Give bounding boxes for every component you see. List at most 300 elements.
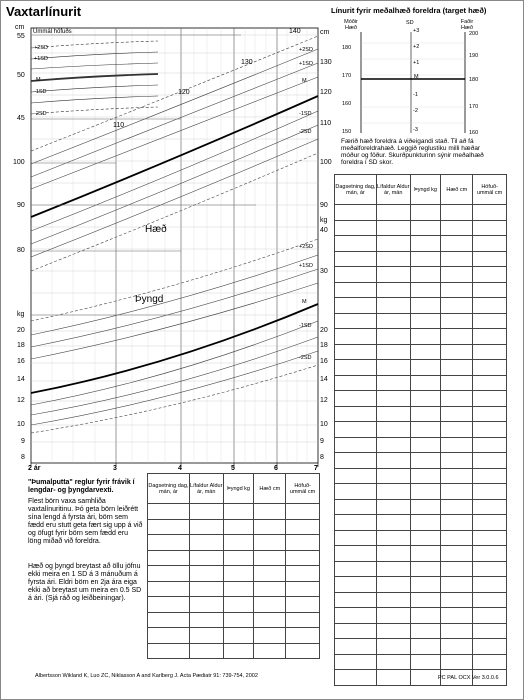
table-cell[interactable] xyxy=(376,484,410,500)
col-height-r: Hæð cm xyxy=(441,175,473,205)
target-right-160: 160 xyxy=(469,130,479,136)
table-cell[interactable] xyxy=(376,391,410,407)
table-cell[interactable] xyxy=(410,639,441,655)
col-age-r: Lífaldur Aldur ár, mán xyxy=(376,175,410,205)
right-kg-10: 10 xyxy=(320,421,328,428)
table-cell[interactable] xyxy=(148,519,190,535)
table-cell[interactable] xyxy=(376,282,410,298)
table-cell[interactable] xyxy=(376,639,410,655)
table-cell[interactable] xyxy=(441,437,473,453)
table-cell[interactable] xyxy=(410,623,441,639)
table-cell[interactable] xyxy=(441,236,473,252)
table-cell[interactable] xyxy=(286,535,320,551)
left-cm-80: 80 xyxy=(17,247,25,254)
table-cell[interactable] xyxy=(473,298,507,314)
table-cell[interactable] xyxy=(335,220,377,236)
table-cell[interactable] xyxy=(335,623,377,639)
table-cell[interactable] xyxy=(473,499,507,515)
table-cell[interactable] xyxy=(335,282,377,298)
head-sd-minus2: -2SD xyxy=(34,111,47,117)
table-cell[interactable] xyxy=(335,484,377,500)
table-cell[interactable] xyxy=(376,298,410,314)
left-kg-unit: kg xyxy=(17,311,25,318)
table-cell[interactable] xyxy=(335,437,377,453)
table-cell[interactable] xyxy=(473,639,507,655)
table-row xyxy=(335,623,507,639)
table-row xyxy=(148,550,320,566)
table-cell[interactable] xyxy=(473,453,507,469)
table-cell[interactable] xyxy=(335,592,377,608)
table-cell[interactable] xyxy=(473,236,507,252)
target-right-200: 200 xyxy=(469,31,479,37)
table-row xyxy=(335,468,507,484)
table-row xyxy=(148,535,320,551)
table-cell[interactable] xyxy=(376,236,410,252)
table-cell[interactable] xyxy=(473,577,507,593)
table-row xyxy=(335,282,507,298)
table-cell[interactable] xyxy=(376,406,410,422)
table-cell[interactable] xyxy=(473,313,507,329)
table-cell[interactable] xyxy=(335,561,377,577)
table-cell[interactable] xyxy=(441,592,473,608)
left-kg-10: 10 xyxy=(17,421,25,428)
target-mother-header: Móðir Hæð xyxy=(344,19,358,31)
table-cell[interactable] xyxy=(254,535,286,551)
left-kg-12: 12 xyxy=(17,397,25,404)
right-cm-130: 130 xyxy=(320,59,332,66)
table-cell[interactable] xyxy=(410,453,441,469)
table-cell[interactable] xyxy=(441,561,473,577)
x-tick-4: 4 xyxy=(178,465,182,472)
left-cm-55: 55 xyxy=(17,33,25,40)
table-cell[interactable] xyxy=(473,282,507,298)
table-cell[interactable] xyxy=(335,360,377,376)
table-cell[interactable] xyxy=(148,550,190,566)
right-kg-20: 20 xyxy=(320,327,328,334)
table-cell[interactable] xyxy=(473,484,507,500)
table-row xyxy=(335,360,507,376)
table-cell[interactable] xyxy=(148,628,190,644)
table-cell[interactable] xyxy=(473,608,507,624)
col-height-b: Hæð cm xyxy=(254,474,286,504)
left-cm-45: 45 xyxy=(17,115,25,122)
table-row xyxy=(148,581,320,597)
table-cell[interactable] xyxy=(376,329,410,345)
col-head-b: Höfuð-ummál cm xyxy=(286,474,320,504)
table-cell[interactable] xyxy=(254,566,286,582)
left-cm-90: 90 xyxy=(17,202,25,209)
table-cell[interactable] xyxy=(410,236,441,252)
rules-title: "Þumalputta" reglur fyrir frávik í lengdar- og þyngdarvexti. xyxy=(28,479,135,494)
footer-reference: Albertsson Wikland K, Luo ZC, Niklasson A and Karlberg J. Acta Pædiatr 91: 739-754, 2002 xyxy=(35,673,258,679)
table-cell[interactable] xyxy=(441,391,473,407)
table-row xyxy=(148,643,320,659)
table-cell[interactable] xyxy=(441,329,473,345)
col-weight-r: Þyngd kg xyxy=(410,175,441,205)
table-row xyxy=(148,566,320,582)
weight-curves xyxy=(31,239,318,433)
table-cell[interactable] xyxy=(441,654,473,670)
table-cell[interactable] xyxy=(441,251,473,267)
table-cell[interactable] xyxy=(376,422,410,438)
table-cell[interactable] xyxy=(376,205,410,221)
table-row xyxy=(335,437,507,453)
target-sd-minus3: -3 xyxy=(413,127,418,133)
table-cell[interactable] xyxy=(189,566,223,582)
table-cell[interactable] xyxy=(335,267,377,283)
table-cell[interactable] xyxy=(335,313,377,329)
table-cell[interactable] xyxy=(335,251,377,267)
table-cell[interactable] xyxy=(441,344,473,360)
table-cell[interactable] xyxy=(376,251,410,267)
table-cell[interactable] xyxy=(410,484,441,500)
height-curves xyxy=(31,36,318,271)
table-cell[interactable] xyxy=(335,670,377,686)
height-sd-minus2: -2SD xyxy=(299,129,312,135)
table-cell[interactable] xyxy=(148,566,190,582)
table-cell[interactable] xyxy=(335,205,377,221)
right-kg-unit: kg xyxy=(320,217,328,224)
right-cm-120: 120 xyxy=(320,89,332,96)
table-cell[interactable] xyxy=(441,360,473,376)
table-cell[interactable] xyxy=(410,205,441,221)
target-height-chart xyxy=(331,19,491,139)
table-cell[interactable] xyxy=(376,670,410,686)
table-cell[interactable] xyxy=(286,566,320,582)
table-cell[interactable] xyxy=(410,468,441,484)
table-cell[interactable] xyxy=(286,504,320,520)
table-cell[interactable] xyxy=(441,406,473,422)
table-cell[interactable] xyxy=(148,643,190,659)
right-kg-9: 9 xyxy=(320,438,324,445)
table-row xyxy=(335,251,507,267)
target-sd-plus1: +1 xyxy=(413,60,420,66)
table-cell[interactable] xyxy=(473,251,507,267)
height-sd-minus1: -1SD xyxy=(299,111,312,117)
head-sd-plus2: +2SD xyxy=(34,45,48,51)
table-cell[interactable] xyxy=(254,550,286,566)
target-sd-minus1: -1 xyxy=(413,92,418,98)
table-cell[interactable] xyxy=(410,375,441,391)
table-cell[interactable] xyxy=(441,375,473,391)
table-row xyxy=(335,298,507,314)
table-cell[interactable] xyxy=(223,643,254,659)
table-cell[interactable] xyxy=(335,608,377,624)
table-cell[interactable] xyxy=(335,654,377,670)
weight-label: Þyngd xyxy=(135,294,164,305)
table-cell[interactable] xyxy=(376,437,410,453)
table-cell[interactable] xyxy=(410,220,441,236)
table-cell[interactable] xyxy=(473,205,507,221)
target-sd-minus2: -2 xyxy=(413,108,418,114)
table-cell[interactable] xyxy=(410,592,441,608)
table-cell[interactable] xyxy=(148,612,190,628)
table-cell[interactable] xyxy=(335,639,377,655)
table-cell[interactable] xyxy=(441,282,473,298)
table-cell[interactable] xyxy=(473,530,507,546)
x-tick-5: 5 xyxy=(231,465,235,472)
col-date-b: Dagsetning dag, mán, ár xyxy=(148,474,190,504)
table-cell[interactable] xyxy=(441,267,473,283)
table-row xyxy=(335,484,507,500)
table-cell[interactable] xyxy=(441,546,473,562)
table-cell[interactable] xyxy=(410,267,441,283)
table-cell[interactable] xyxy=(376,344,410,360)
table-cell[interactable] xyxy=(286,597,320,613)
table-cell[interactable] xyxy=(335,391,377,407)
table-cell[interactable] xyxy=(223,519,254,535)
table-cell[interactable] xyxy=(473,267,507,283)
table-row xyxy=(148,628,320,644)
table-cell[interactable] xyxy=(410,654,441,670)
table-cell[interactable] xyxy=(335,406,377,422)
table-cell[interactable] xyxy=(376,623,410,639)
table-cell[interactable] xyxy=(335,499,377,515)
target-height-title: Línurit fyrir meðalhæð foreldra (target hæð) xyxy=(331,6,487,15)
table-cell[interactable] xyxy=(410,577,441,593)
table-cell[interactable] xyxy=(223,628,254,644)
table-cell[interactable] xyxy=(376,561,410,577)
height-label: Hæð xyxy=(145,224,167,235)
col-age-b: Lífaldur Aldur ár, mán xyxy=(189,474,223,504)
table-cell[interactable] xyxy=(148,581,190,597)
head-circumference-label: Ummál höfuðs xyxy=(33,29,72,35)
right-kg-18: 18 xyxy=(320,342,328,349)
table-cell[interactable] xyxy=(286,519,320,535)
table-cell[interactable] xyxy=(335,422,377,438)
table-cell[interactable] xyxy=(473,329,507,345)
table-cell[interactable] xyxy=(286,643,320,659)
table-cell[interactable] xyxy=(410,670,441,686)
table-cell[interactable] xyxy=(286,550,320,566)
table-cell[interactable] xyxy=(410,499,441,515)
table-cell[interactable] xyxy=(254,628,286,644)
table-cell[interactable] xyxy=(254,504,286,520)
table-row xyxy=(335,530,507,546)
weight-sd-minus2: -2SD xyxy=(299,355,312,361)
table-cell[interactable] xyxy=(376,608,410,624)
table-cell[interactable] xyxy=(335,546,377,562)
table-cell[interactable] xyxy=(254,597,286,613)
table-cell[interactable] xyxy=(473,561,507,577)
table-cell[interactable] xyxy=(335,329,377,345)
table-cell[interactable] xyxy=(473,623,507,639)
table-cell[interactable] xyxy=(473,546,507,562)
table-cell[interactable] xyxy=(441,530,473,546)
x-tick-6: 6 xyxy=(274,465,278,472)
table-cell[interactable] xyxy=(223,612,254,628)
table-row xyxy=(335,592,507,608)
target-sd-m: M xyxy=(414,74,419,80)
table-cell[interactable] xyxy=(335,515,377,531)
table-row xyxy=(335,406,507,422)
table-row xyxy=(335,561,507,577)
table-cell[interactable] xyxy=(473,375,507,391)
table-cell[interactable] xyxy=(335,236,377,252)
right-kg-16: 16 xyxy=(320,358,328,365)
table-row xyxy=(335,422,507,438)
table-cell[interactable] xyxy=(335,453,377,469)
left-kg-16: 16 xyxy=(17,358,25,365)
table-cell[interactable] xyxy=(189,504,223,520)
col-date-r: Dagsetning dag, mán, ár xyxy=(335,175,377,205)
in-chart-110: 110 xyxy=(113,122,125,129)
table-cell[interactable] xyxy=(441,484,473,500)
table-cell[interactable] xyxy=(223,550,254,566)
table-cell[interactable] xyxy=(473,592,507,608)
table-cell[interactable] xyxy=(441,313,473,329)
target-right-180: 180 xyxy=(469,77,479,83)
table-cell[interactable] xyxy=(376,577,410,593)
table-cell[interactable] xyxy=(410,561,441,577)
table-cell[interactable] xyxy=(473,437,507,453)
table-cell[interactable] xyxy=(441,608,473,624)
table-cell[interactable] xyxy=(441,468,473,484)
table-cell[interactable] xyxy=(335,375,377,391)
table-cell[interactable] xyxy=(376,267,410,283)
table-cell[interactable] xyxy=(410,546,441,562)
table-cell[interactable] xyxy=(335,468,377,484)
table-cell[interactable] xyxy=(473,391,507,407)
footer-version: PC PAL OCX Ver 3.0.0.6 xyxy=(438,675,499,681)
target-right-170: 170 xyxy=(469,104,479,110)
table-cell[interactable] xyxy=(254,612,286,628)
table-cell[interactable] xyxy=(410,608,441,624)
table-row xyxy=(335,267,507,283)
table-cell[interactable] xyxy=(223,504,254,520)
rules-text-2: Hæð og þyngd breytast að öllu jöfnu ekki meira en 1 SD á 3 mánuðum á fyrsta ári. Eldri börn en 2ja ára eiga ekki að breytast um meira en 0.5 SD á ári. (Sjá ráð og leiðbeiningar). xyxy=(28,563,142,602)
table-cell[interactable] xyxy=(254,519,286,535)
table-cell[interactable] xyxy=(410,530,441,546)
table-cell[interactable] xyxy=(223,581,254,597)
table-cell[interactable] xyxy=(410,313,441,329)
in-chart-120: 120 xyxy=(178,89,190,96)
table-cell[interactable] xyxy=(441,499,473,515)
table-cell[interactable] xyxy=(410,329,441,345)
table-cell[interactable] xyxy=(410,344,441,360)
rules-text-1: Flest börn vaxa samhliða vaxtalínuritinu. Þó geta börn leiðrétt sína lengd á fyrsta ári, börn sem fædd eru stutt geta fært sig upp á við og öfugt fyrir börn sem fædd eru löng miðað við foreldra. xyxy=(28,498,143,545)
table-cell[interactable] xyxy=(473,220,507,236)
table-cell[interactable] xyxy=(335,298,377,314)
table-cell[interactable] xyxy=(286,612,320,628)
table-cell[interactable] xyxy=(335,344,377,360)
table-cell[interactable] xyxy=(410,391,441,407)
table-cell[interactable] xyxy=(376,468,410,484)
x-tick-7: 7 xyxy=(314,465,318,472)
table-cell[interactable] xyxy=(189,643,223,659)
table-cell[interactable] xyxy=(473,515,507,531)
table-row xyxy=(335,205,507,221)
table-cell[interactable] xyxy=(410,515,441,531)
table-cell[interactable] xyxy=(410,360,441,376)
table-cell[interactable] xyxy=(410,406,441,422)
table-cell[interactable] xyxy=(376,453,410,469)
table-cell[interactable] xyxy=(376,515,410,531)
table-cell[interactable] xyxy=(376,546,410,562)
table-row xyxy=(335,329,507,345)
table-cell[interactable] xyxy=(254,581,286,597)
table-cell[interactable] xyxy=(473,422,507,438)
table-cell[interactable] xyxy=(410,437,441,453)
horizontal-gridlines xyxy=(31,35,318,442)
table-cell[interactable] xyxy=(223,535,254,551)
table-row xyxy=(148,519,320,535)
weight-sd-m: M xyxy=(302,299,307,305)
table-cell[interactable] xyxy=(223,597,254,613)
table-row xyxy=(335,499,507,515)
right-kg-30: 30 xyxy=(320,268,328,275)
table-cell[interactable] xyxy=(473,406,507,422)
table-cell[interactable] xyxy=(473,468,507,484)
table-cell[interactable] xyxy=(286,581,320,597)
table-cell[interactable] xyxy=(410,282,441,298)
table-cell[interactable] xyxy=(148,535,190,551)
table-cell[interactable] xyxy=(441,422,473,438)
target-left-180: 180 xyxy=(342,45,352,51)
record-table-bottom xyxy=(147,473,320,659)
table-cell[interactable] xyxy=(473,360,507,376)
table-row xyxy=(148,504,320,520)
table-cell[interactable] xyxy=(376,360,410,376)
table-cell[interactable] xyxy=(335,530,377,546)
table-cell[interactable] xyxy=(286,628,320,644)
table-cell[interactable] xyxy=(441,515,473,531)
table-cell[interactable] xyxy=(376,499,410,515)
table-cell[interactable] xyxy=(376,530,410,546)
table-cell[interactable] xyxy=(441,623,473,639)
table-cell[interactable] xyxy=(189,535,223,551)
table-cell[interactable] xyxy=(441,639,473,655)
table-cell[interactable] xyxy=(473,344,507,360)
page-title: Vaxtarlínurit xyxy=(6,4,82,19)
table-cell[interactable] xyxy=(441,205,473,221)
table-cell[interactable] xyxy=(189,597,223,613)
table-cell[interactable] xyxy=(148,597,190,613)
table-cell[interactable] xyxy=(376,592,410,608)
table-cell[interactable] xyxy=(410,298,441,314)
table-row xyxy=(335,608,507,624)
x-tick-3: 3 xyxy=(113,465,117,472)
table-cell[interactable] xyxy=(441,220,473,236)
left-shelf-lines xyxy=(31,35,256,315)
table-cell[interactable] xyxy=(441,577,473,593)
table-cell[interactable] xyxy=(189,519,223,535)
table-cell[interactable] xyxy=(441,453,473,469)
right-kg-40: 40 xyxy=(320,227,328,234)
table-cell[interactable] xyxy=(410,251,441,267)
right-cm-140: 140 xyxy=(289,28,301,35)
table-cell[interactable] xyxy=(335,577,377,593)
table-cell[interactable] xyxy=(410,422,441,438)
table-cell[interactable] xyxy=(189,581,223,597)
table-cell[interactable] xyxy=(223,566,254,582)
table-cell[interactable] xyxy=(376,313,410,329)
table-cell[interactable] xyxy=(376,654,410,670)
table-cell[interactable] xyxy=(189,612,223,628)
table-cell[interactable] xyxy=(254,643,286,659)
height-sd-plus1: +1SD xyxy=(299,61,313,67)
table-cell[interactable] xyxy=(441,298,473,314)
table-cell[interactable] xyxy=(189,550,223,566)
right-kg-12: 12 xyxy=(320,397,328,404)
right-cm-unit: cm xyxy=(320,29,330,36)
table-row xyxy=(148,612,320,628)
table-cell[interactable] xyxy=(376,375,410,391)
table-cell[interactable] xyxy=(189,628,223,644)
table-cell[interactable] xyxy=(473,654,507,670)
table-cell[interactable] xyxy=(148,504,190,520)
table-cell[interactable] xyxy=(376,220,410,236)
